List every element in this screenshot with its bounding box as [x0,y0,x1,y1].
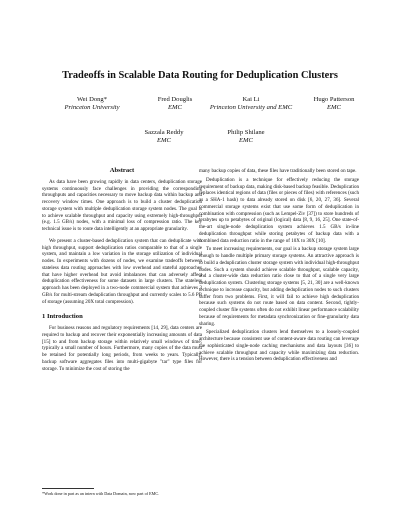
author-name: Kai Li [242,96,260,103]
author-name: Hugo Patterson [313,96,355,103]
footnote: *Work done in part as an intern with Data Domain, now part of EMC. [42,491,160,496]
author-affiliation: EMC [239,137,253,144]
author-affiliation: EMC [168,104,182,111]
author-6 [206,129,286,145]
right-column [199,168,359,365]
section-heading-introduction: 1 Introduction [42,313,83,321]
author-name: Fred Douglis [157,96,193,103]
body-paragraph: Deduplication is a technique for effectively reducing the storage requirement of backup data, making disk-based backup feasible. Deduplication replaces identical regions of data (files or pieces of files) with references (such as a SHA-1 hash) to data already stored on disk [6, 20, 27, 36]. Several commercial storage systems exist that use some form of deduplication in combination with compression (such as Lempel-Ziv [37]) to store hundreds of terabytes up to petabytes of original (logical) data [8, 9, 16, 25]. One state-of-the-art single-node deduplication system achieves 1.5 GB/s in-line deduplication throughput while storing petabytes of backup data with a combined data reduction ratio in the range of 10X to 30X [10]. [199,176,359,244]
author-affiliation: EMC [327,104,341,111]
author-name: Philip Shilane [227,129,265,136]
abstract-paragraph: As data have been growing rapidly in data centers, deduplication storage systems continuously face challenges in providing the corresponding throughputs and capacities necessary to move backup data within backup and recovery window times. One approach is to build a cluster deduplication storage system with multiple deduplication storage system nodes. The goal is to achieve scalable throughput and capacity using extremely high-throughput (e.g. 1.5 GB/s) nodes, with a minimal loss of compression ratio. The key technical issue is to route data intelligently at an appropriate granularity. [42,178,202,232]
author-5 [124,129,204,145]
intro-paragraph: For business reasons and regulatory requirements [14, 29], data centers are required to backup and recover their exponentially increasing amounts of data [15] to and from backup storage within relatively small windows of time; typically a small number of hours. Furthermore, many copies of the data must be retained for potentially long periods, from weeks to years. Typically, backup software aggregates files into multi-gigabyte "tar" type files for storage. To minimize the cost of storing the [42,325,202,372]
author-affiliation: Princeton University [64,104,120,111]
footnote-divider [42,488,94,489]
author-3 [208,96,294,112]
author-name: Wei Dong* [76,96,108,103]
abstract-heading: Abstract [109,167,135,174]
author-1 [52,96,132,112]
body-paragraph: To meet increasing requirements, our goal is a backup storage system large enough to handle multiple primary storage systems. An attractive approach is to build a deduplication cluster storage system with individual high-throughput nodes. Such a system should achieve scalable throughput, scalable capacity, and a cluster-wide data reduction ratio close to that of a single very large deduplication system. Clustering storage systems [5, 21, 30] are a well-known technique to increase capacity, but adding deduplication nodes to such clusters suffer from two problems. First, it will fail to achieve high deduplication because such systems do not route based on data content. Second, tightly-coupled cluster file systems often do not exhibit linear performance scalability because of requirements for metadata synchronization or fine-granularity data sharing. [199,246,359,327]
author-4 [296,96,372,112]
abstract-paragraph: We present a cluster-based deduplication system that can deduplicate with high throughput, support deduplication ratios comparable to that of a single system, and maintain a low variation in the storage utilization of individual nodes. In experiments with dozens of nodes, we examine tradeoffs between stateless data routing approaches with low overhead and stateful approaches that have higher overhead but avoid imbalances that can adversely affect deduplication effectiveness for some datasets in large clusters. The stateless approach has been deployed in a two-node commercial system that achieves 3 GB/s for multi-stream deduplication throughput and currently scales to 5.6 PB of storage (assuming 20X total compression). [42,237,202,305]
body-paragraph: Specialized deduplication clusters lend themselves to a loosely-coupled architecture because consistent use of content-aware data routing can leverage the sophisticated single-node caching mechanisms and data layouts [36] to achieve scalable throughput and capacity while maximizing data reduction. However, there is a tension between deduplication effectiveness and [199,329,359,363]
author-name: Sazzala Reddy [144,129,184,136]
paper-title: Tradeoffs in Scalable Data Routing for Deduplication Clusters [62,70,338,81]
author-affiliation: Princeton University and EMC [209,104,293,111]
author-2 [140,96,210,112]
author-affiliation: EMC [157,137,171,144]
body-paragraph: many backup copies of data, these files have traditionally been stored on tape. [199,168,357,174]
left-column [42,168,202,374]
